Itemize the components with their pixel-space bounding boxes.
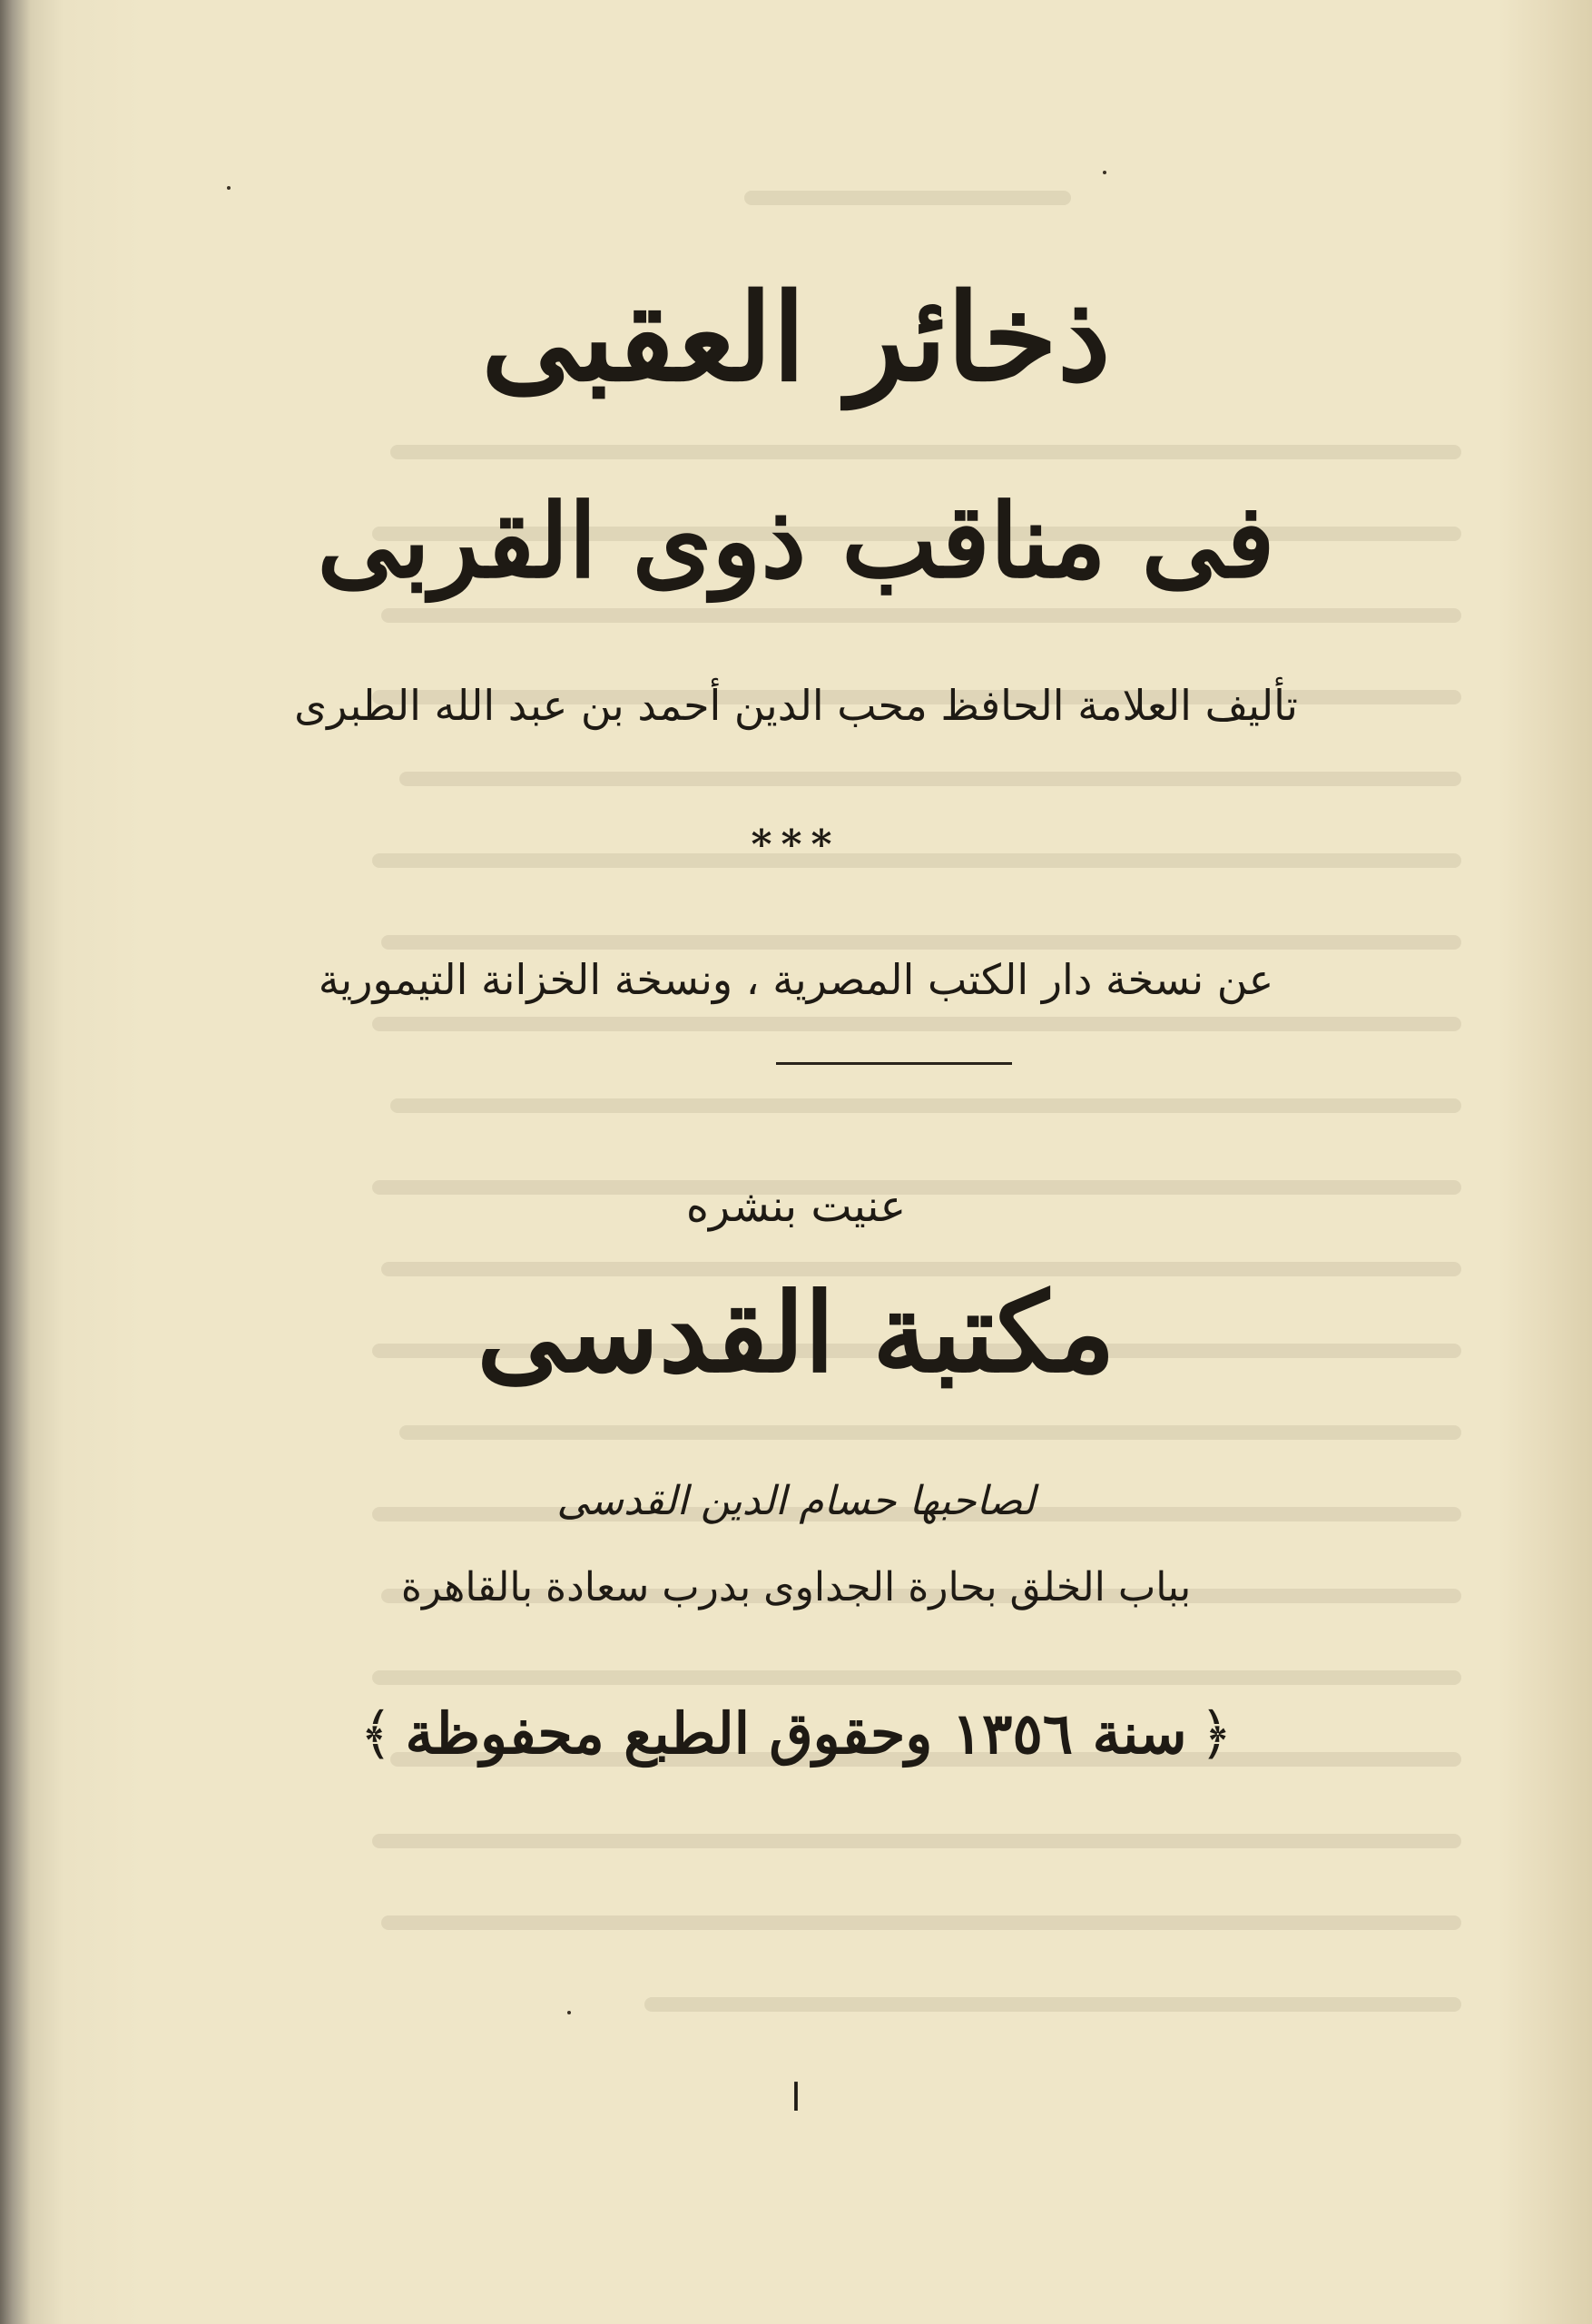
author-line: تأليف العلامة الحافظ محب الدين أحمد بن عبد الله الطبرى: [294, 681, 1298, 730]
ornate-bracket-close: ﴾: [359, 1700, 393, 1767]
page-number: ا: [791, 2075, 801, 2120]
imprint-text: سنة ١٣٥٦ وحقوق الطبع محفوظة: [405, 1700, 1187, 1767]
asterism-ornament: ***: [751, 822, 841, 868]
publish-note: عنيت بنشره: [685, 1181, 907, 1232]
paper-speck: [567, 2011, 571, 2014]
book-title: ذخائر العقبى: [481, 268, 1111, 409]
publisher-address: بباب الخلق بحارة الجداوى بدرب سعادة بالقاهرة: [400, 1564, 1192, 1610]
manuscript-sources: عن نسخة دار الكتب المصرية ، ونسخة الخزانة التيمورية: [318, 955, 1274, 1004]
publisher-owner: لصاحبها حسام الدين القدسى: [556, 1478, 1036, 1524]
divider-rule: [776, 1062, 1012, 1065]
bleed-through-text: [327, 163, 1498, 2079]
paper-speck: [227, 186, 231, 190]
paper-speck: [1103, 171, 1106, 174]
book-subtitle: فى مناقب ذوى القربى: [317, 482, 1275, 601]
imprint-line: [0, 1698, 1592, 1771]
ornate-bracket-open: ﴿: [1199, 1700, 1233, 1767]
publisher-name: مكتبة القدسى: [477, 1269, 1115, 1397]
